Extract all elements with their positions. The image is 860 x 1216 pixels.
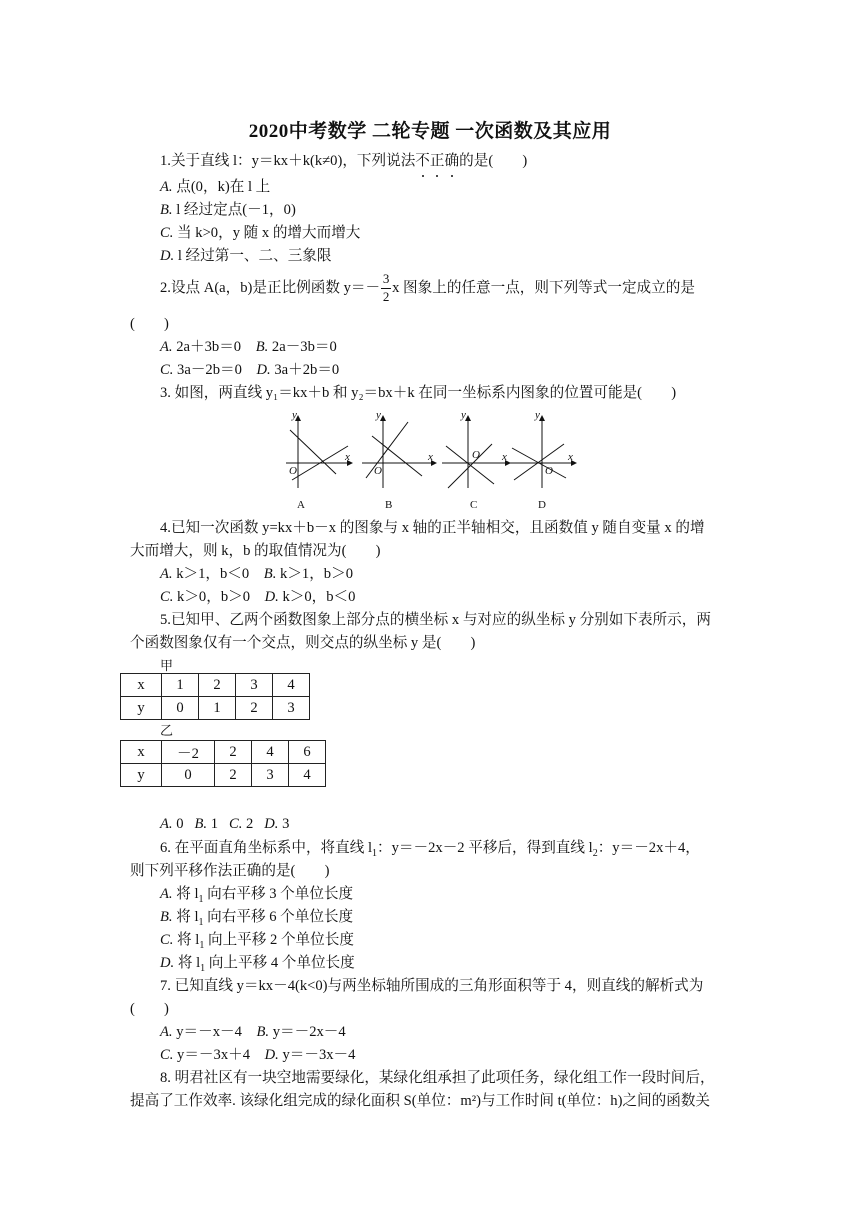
emphasis-char: 不 — [415, 151, 430, 171]
q7-option-c-label: C. — [160, 1047, 174, 1063]
table-row — [121, 741, 326, 764]
q6-option-c-post: 向上平移 2 个单位长度 — [204, 932, 354, 948]
q2-option-b-label: B. — [255, 339, 269, 355]
table-cell: 2 — [199, 674, 236, 697]
q5-table-1-label: 甲 — [160, 658, 174, 673]
q5-option-b-text: 1 — [207, 816, 219, 832]
emphasis-dot — [422, 175, 424, 177]
q4-options-row-2 — [160, 587, 355, 607]
q1-option-d-label: D. — [160, 248, 175, 264]
table-cell: 3 — [252, 764, 289, 787]
q3-label-d: D — [538, 499, 546, 511]
q7-option-a-text: y＝－x－4 — [172, 1024, 242, 1040]
q3-c-xlabel: x — [502, 451, 507, 463]
q1-stem — [160, 151, 527, 171]
table-cell: 4 — [289, 764, 326, 787]
q2-stem-a: 2.设点 A(a，b)是正比例函数 y＝－ — [160, 280, 381, 296]
table-row — [121, 697, 310, 720]
q5-option-a-label: A. — [160, 816, 173, 832]
q7-options-row-2 — [160, 1045, 355, 1065]
q8-line-1: 8. 明君社区有一块空地需要绿化，某绿化组承担了此项任务，绿化组工作一段时间后， — [160, 1070, 715, 1086]
q2-stem — [160, 270, 695, 306]
table-cell: y — [121, 764, 162, 787]
q3-d-origin: O — [545, 465, 553, 477]
table-cell: x — [121, 674, 162, 697]
q1-option-a-text: 点(0，k)在 l 上 — [172, 179, 271, 195]
q2-paren: ( ) — [130, 316, 169, 332]
q4-option-c-label: C. — [160, 589, 174, 605]
q1-option-b-label: B. — [160, 202, 173, 218]
q5-line-2: 个函数图象仅有一个交点，则交点的纵坐标 y 是( ) — [130, 635, 476, 651]
table-cell: 1 — [162, 674, 199, 697]
q1-option-c — [160, 223, 360, 243]
q7-option-d-label: D. — [264, 1047, 279, 1063]
q5-line-1: 5.已知甲、乙两个函数图象上部分点的横坐标 x 与对应的纵坐标 y 分别如下表所示，两 — [160, 612, 711, 628]
q3-d-ylabel: y — [535, 409, 540, 421]
table-cell: 3 — [236, 674, 273, 697]
q6-option-c-pre: 将 l — [173, 932, 200, 948]
q6-line-2: 则下列平移作法正确的是( ) — [130, 863, 330, 879]
q3-b-origin: O — [374, 465, 382, 477]
q6-option-a-sub: 1 — [198, 893, 204, 905]
q2-option-a-label: A. — [160, 339, 173, 355]
q1-option-a — [160, 177, 270, 197]
q4-line-2: 大而增大，则 k，b 的取值情况为( ) — [130, 543, 381, 559]
table-row — [121, 764, 326, 787]
q4-options-row-1 — [160, 564, 353, 584]
q2-fraction-numerator: 3 — [382, 270, 390, 286]
q2-option-d-label: D. — [256, 362, 271, 378]
q3-a-ylabel: y — [292, 409, 297, 421]
q6-option-c-sub: 1 — [199, 939, 205, 951]
q6-option-b-sub: 1 — [198, 916, 204, 928]
q6-line-1-c: ：y＝－2x＋4， — [597, 840, 700, 856]
q2-options-row-2 — [160, 360, 339, 380]
table-cell: 2 — [215, 764, 252, 787]
q3-d-xlabel: x — [568, 451, 573, 463]
q3-graph-a — [286, 416, 352, 488]
q3-c-origin: O — [472, 449, 480, 461]
q7-line-1: 7. 已知直线 y＝kx－4(k<0)与两坐标轴所围成的三角形面积等于 4，则直线的解析式为 — [160, 978, 704, 994]
emphasis-dot — [436, 175, 438, 177]
q1-option-c-label: C. — [160, 225, 174, 241]
table-cell: x — [121, 741, 162, 764]
q6-sub-1: 1 — [372, 847, 378, 859]
q1-option-a-label: A. — [160, 179, 173, 195]
table-cell: 0 — [162, 697, 199, 720]
q6-option-d-label: D. — [160, 955, 175, 971]
table-cell: 1 — [199, 697, 236, 720]
q3-label-b: B — [385, 499, 393, 511]
emphasis-char: 正 — [430, 151, 445, 171]
q2-options-row-1 — [160, 337, 337, 357]
q7-option-b-text: y＝－2x－4 — [269, 1024, 346, 1040]
q6-option-b-post: 向右平移 6 个单位长度 — [203, 909, 354, 925]
q1-stem-b: 的是( ) — [459, 153, 528, 169]
table-cell: 2 — [236, 697, 273, 720]
q4-option-b-text: k＞1，b＞0 — [276, 566, 353, 582]
q6-option-d-sub: 1 — [200, 962, 206, 974]
q4-option-b-label: B. — [263, 566, 277, 582]
q2-option-c-text: 3a－2b＝0 — [173, 362, 242, 378]
q4-option-c-text: k＞0，b＞0 — [173, 589, 251, 605]
q1-stem-a: 1.关于直线 l：y＝kx＋k(k≠0)，下列说法 — [160, 153, 416, 169]
q4-option-d-text: k＞0，b＜0 — [278, 589, 356, 605]
q2-fraction-denominator: 2 — [382, 288, 390, 304]
q7-option-a-label: A. — [160, 1024, 173, 1040]
q2-option-c-label: C. — [160, 362, 174, 378]
q3-stem: 3. 如图，两直线 y₁＝kx＋b 和 y₂＝bx＋k 在同一坐标系内图象的位置可能是( ) — [160, 385, 677, 401]
q6-option-d-pre: 将 l — [174, 955, 201, 971]
q5-option-d-text: 3 — [278, 816, 290, 832]
q5-table-2 — [120, 740, 326, 787]
q2-fraction — [381, 272, 391, 306]
q6-option-a-label: A. — [160, 886, 173, 902]
q2-option-a-text: 2a＋3b＝0 — [172, 339, 242, 355]
q3-b-ylabel: y — [376, 409, 381, 421]
table-cell: y — [121, 697, 162, 720]
table-cell: 2 — [215, 741, 252, 764]
q4-option-d-label: D. — [264, 589, 279, 605]
q1-option-d — [160, 246, 332, 266]
q6-option-c-label: C. — [160, 932, 174, 948]
q6-line-1-b: ：y＝－2x－2 平移后，得到直线 l — [377, 840, 593, 856]
q7-options-row-1 — [160, 1022, 346, 1042]
q3-b-xlabel: x — [428, 451, 433, 463]
q6-option-b-label: B. — [160, 909, 173, 925]
q8-line-2: 提高了工作效率. 该绿化组完成的绿化面积 S(单位：m²)与工作时间 t(单位：h)之间的函数关 — [130, 1093, 711, 1109]
q6-option-b-pre: 将 l — [172, 909, 199, 925]
q5-options — [160, 814, 289, 834]
q4-option-a-text: k＞1，b＜0 — [172, 566, 250, 582]
table-cell: 4 — [273, 674, 310, 697]
table-row — [121, 674, 310, 697]
q7-option-c-text: y＝－3x＋4 — [173, 1047, 251, 1063]
q6-line-1-a: 6. 在平面直角坐标系中，将直线 l — [160, 840, 373, 856]
q4-line-1: 4.已知一次函数 y=kx＋b－x 的图象与 x 轴的正半轴相交，且函数值 y 随自变量 x 的增 — [160, 520, 705, 536]
q7-option-d-text: y＝－3x－4 — [278, 1047, 356, 1063]
q5-option-d-label: D. — [264, 816, 279, 832]
q5-option-c-label: C. — [228, 816, 243, 832]
table-cell: －2 — [162, 741, 215, 764]
q6-option-a-pre: 将 l — [172, 886, 199, 902]
q5-option-c-text: 2 — [242, 816, 254, 832]
q5-table-2-label: 乙 — [160, 723, 174, 738]
q6-option-d-post: 向上平移 4 个单位长度 — [205, 955, 355, 971]
table-cell: 6 — [289, 741, 326, 764]
q2-stem-b: x 图象上的任意一点，则下列等式一定成立的是 — [392, 280, 695, 296]
q3-graph-b — [362, 416, 436, 488]
q5-option-b-label: B. — [194, 816, 208, 832]
table-cell: 4 — [252, 741, 289, 764]
table-cell: 3 — [273, 697, 310, 720]
q1-option-b — [160, 200, 296, 220]
emphasis-char: 确 — [445, 151, 460, 171]
q1-emphasis — [415, 153, 459, 169]
table-cell: 0 — [162, 764, 215, 787]
q3-c-ylabel: y — [461, 409, 466, 421]
q3-label-a: A — [297, 499, 305, 511]
q2-option-d-text: 3a＋2b＝0 — [270, 362, 340, 378]
q2-option-b-text: 2a－3b＝0 — [268, 339, 337, 355]
emphasis-dot — [451, 175, 453, 177]
q7-line-2: ( ) — [130, 1001, 169, 1017]
page-title: 2020中考数学 二轮专题 一次函数及其应用 — [248, 121, 612, 142]
q5-table-1 — [120, 673, 310, 720]
q3-graphs-figure — [280, 408, 580, 513]
q3-a-xlabel: x — [345, 451, 350, 463]
q3-graph-d — [510, 416, 576, 488]
q6-sub-2: 2 — [592, 847, 598, 859]
q1-option-c-text: 当 k>0，y 随 x 的增大而增大 — [173, 225, 361, 241]
q1-option-b-text: l 经过定点(－1，0) — [172, 202, 296, 218]
q3-a-origin: O — [289, 465, 297, 477]
q3-label-c: C — [470, 499, 478, 511]
q1-option-d-text: l 经过第一、二、三象限 — [174, 248, 332, 264]
q4-option-a-label: A. — [160, 566, 173, 582]
q7-option-b-label: B. — [256, 1024, 270, 1040]
q6-option-a-post: 向右平移 3 个单位长度 — [203, 886, 354, 902]
q5-option-a-text: 0 — [172, 816, 184, 832]
